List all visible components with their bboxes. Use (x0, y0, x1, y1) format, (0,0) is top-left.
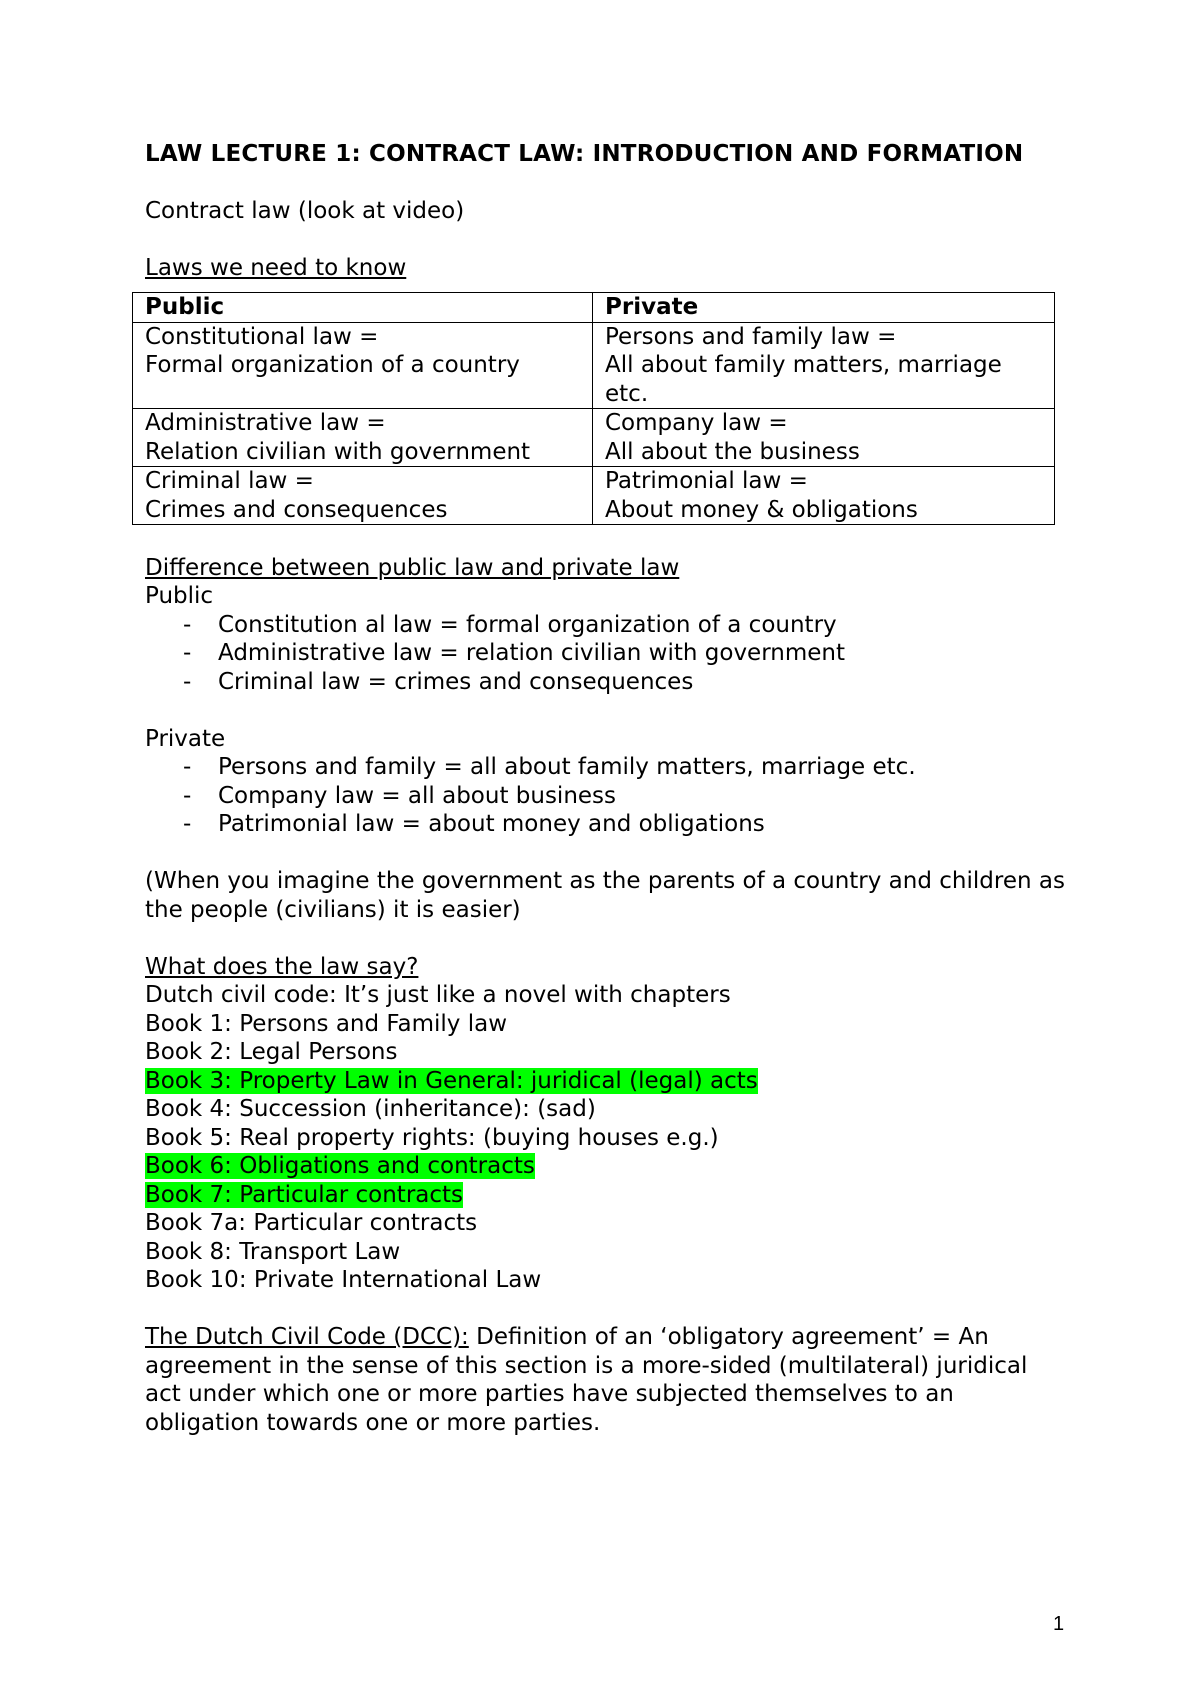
book-item-text: Book 7: Particular contracts (145, 1181, 464, 1208)
table-header-public: Public (133, 293, 593, 323)
dash-bullet: - (183, 668, 192, 695)
book-list (145, 1010, 1065, 1295)
page-number: 1 (1053, 1613, 1065, 1635)
book-item (145, 1152, 1065, 1181)
dcc-paragraph (145, 1323, 1065, 1437)
list-item (145, 753, 1065, 782)
book-item-text: Book 2: Legal Persons (145, 1039, 398, 1065)
list-item-text: Administrative law = relation civilian with government (218, 640, 845, 666)
list-item-text: Criminal law = crimes and consequences (218, 668, 694, 695)
dash-bullet: - (183, 782, 192, 809)
list-item-text: Company law = all about business (218, 782, 617, 809)
book-item (145, 1067, 1065, 1096)
book-item-text: Book 3: Property Law in General: juridical (legal) acts (145, 1067, 758, 1094)
book-item (145, 1038, 1065, 1067)
list-item (145, 639, 1065, 668)
table-cell-public (133, 322, 593, 409)
table-cell-private (593, 322, 1055, 409)
public-list (145, 611, 1065, 697)
cell-line: Crimes and consequences (145, 496, 448, 523)
dcc-text: Definition of an ‘obligatory agreement’ = An agreement in the sense of this section is a more-sided (multilateral) juridical act under which one or more parties have subjected themselves to an obligation towards one or more parties. (145, 1324, 1028, 1436)
book-item (145, 1010, 1065, 1039)
book-item-text: Book 5: Real property rights: (buying houses e.g.) (145, 1124, 719, 1151)
book-item (145, 1266, 1065, 1295)
list-item (145, 668, 1065, 697)
cell-line: Relation civilian with government (145, 438, 531, 465)
table-header-private: Private (593, 293, 1055, 323)
cell-line: All about family matters, marriage etc. (605, 352, 1002, 407)
list-item (145, 782, 1065, 811)
list-item (145, 810, 1065, 839)
law-says-heading: What does the law say? (145, 953, 419, 980)
book-item-text: Book 1: Persons and Family law (145, 1010, 508, 1037)
book-item (145, 1095, 1065, 1124)
laws-heading: Laws we need to know (145, 254, 407, 281)
book-item (145, 1238, 1065, 1267)
table-cell-public (133, 409, 593, 467)
cell-line: Patrimonial law = (605, 468, 808, 494)
laws-table (132, 292, 1055, 525)
table-cell-public (133, 467, 593, 525)
note-text: (When you imagine the government as the parents of a country and children as the people (civilians) it is easier) (145, 868, 1065, 923)
dash-bullet: - (183, 754, 192, 780)
list-item (145, 611, 1065, 640)
cell-line: All about the business (605, 438, 860, 465)
cell-line: Persons and family law = (605, 323, 897, 350)
document-title: LAW LECTURE 1: CONTRACT LAW: INTRODUCTION AND FORMATION (145, 141, 1024, 167)
intro-text: Contract law (look at video) (145, 197, 465, 224)
table-cell-private (593, 409, 1055, 467)
book-item (145, 1181, 1065, 1210)
table-row (133, 409, 1055, 467)
table-cell-private (593, 467, 1055, 525)
cell-line: About money & obligations (605, 496, 918, 523)
law-says-intro: Dutch civil code: It’s just like a novel with chapters (145, 982, 731, 1008)
dash-bullet: - (183, 611, 192, 638)
cell-line: Company law = (605, 410, 788, 436)
book-item-text: Book 8: Transport Law (145, 1238, 401, 1265)
dcc-label: The Dutch Civil Code (DCC): (145, 1324, 469, 1350)
book-item-text: Book 10: Private International Law (145, 1267, 542, 1293)
document-page (145, 140, 1065, 1437)
dash-bullet: - (183, 640, 192, 666)
difference-heading: Difference between public law and private law (145, 554, 680, 581)
book-item (145, 1124, 1065, 1153)
cell-line: Administrative law = (145, 410, 386, 436)
table-row (133, 322, 1055, 409)
list-item-text: Constitution al law = formal organization of a country (218, 611, 837, 638)
public-label: Public (145, 583, 214, 609)
book-item-text: Book 6: Obligations and contracts (145, 1153, 535, 1179)
table-row (133, 467, 1055, 525)
dash-bullet: - (183, 811, 192, 837)
book-item (145, 1209, 1065, 1238)
table-header-row (133, 293, 1055, 323)
cell-line: Formal organization of a country (145, 352, 520, 378)
list-item-text: Persons and family = all about family matters, marriage etc. (218, 754, 916, 780)
book-item-text: Book 4: Succession (inheritance): (sad) (145, 1096, 596, 1122)
cell-line: Constitutional law = (145, 323, 379, 350)
list-item-text: Patrimonial law = about money and obligations (218, 811, 765, 837)
private-list (145, 753, 1065, 839)
private-label: Private (145, 725, 226, 752)
cell-line: Criminal law = (145, 468, 314, 494)
book-item-text: Book 7a: Particular contracts (145, 1210, 478, 1236)
